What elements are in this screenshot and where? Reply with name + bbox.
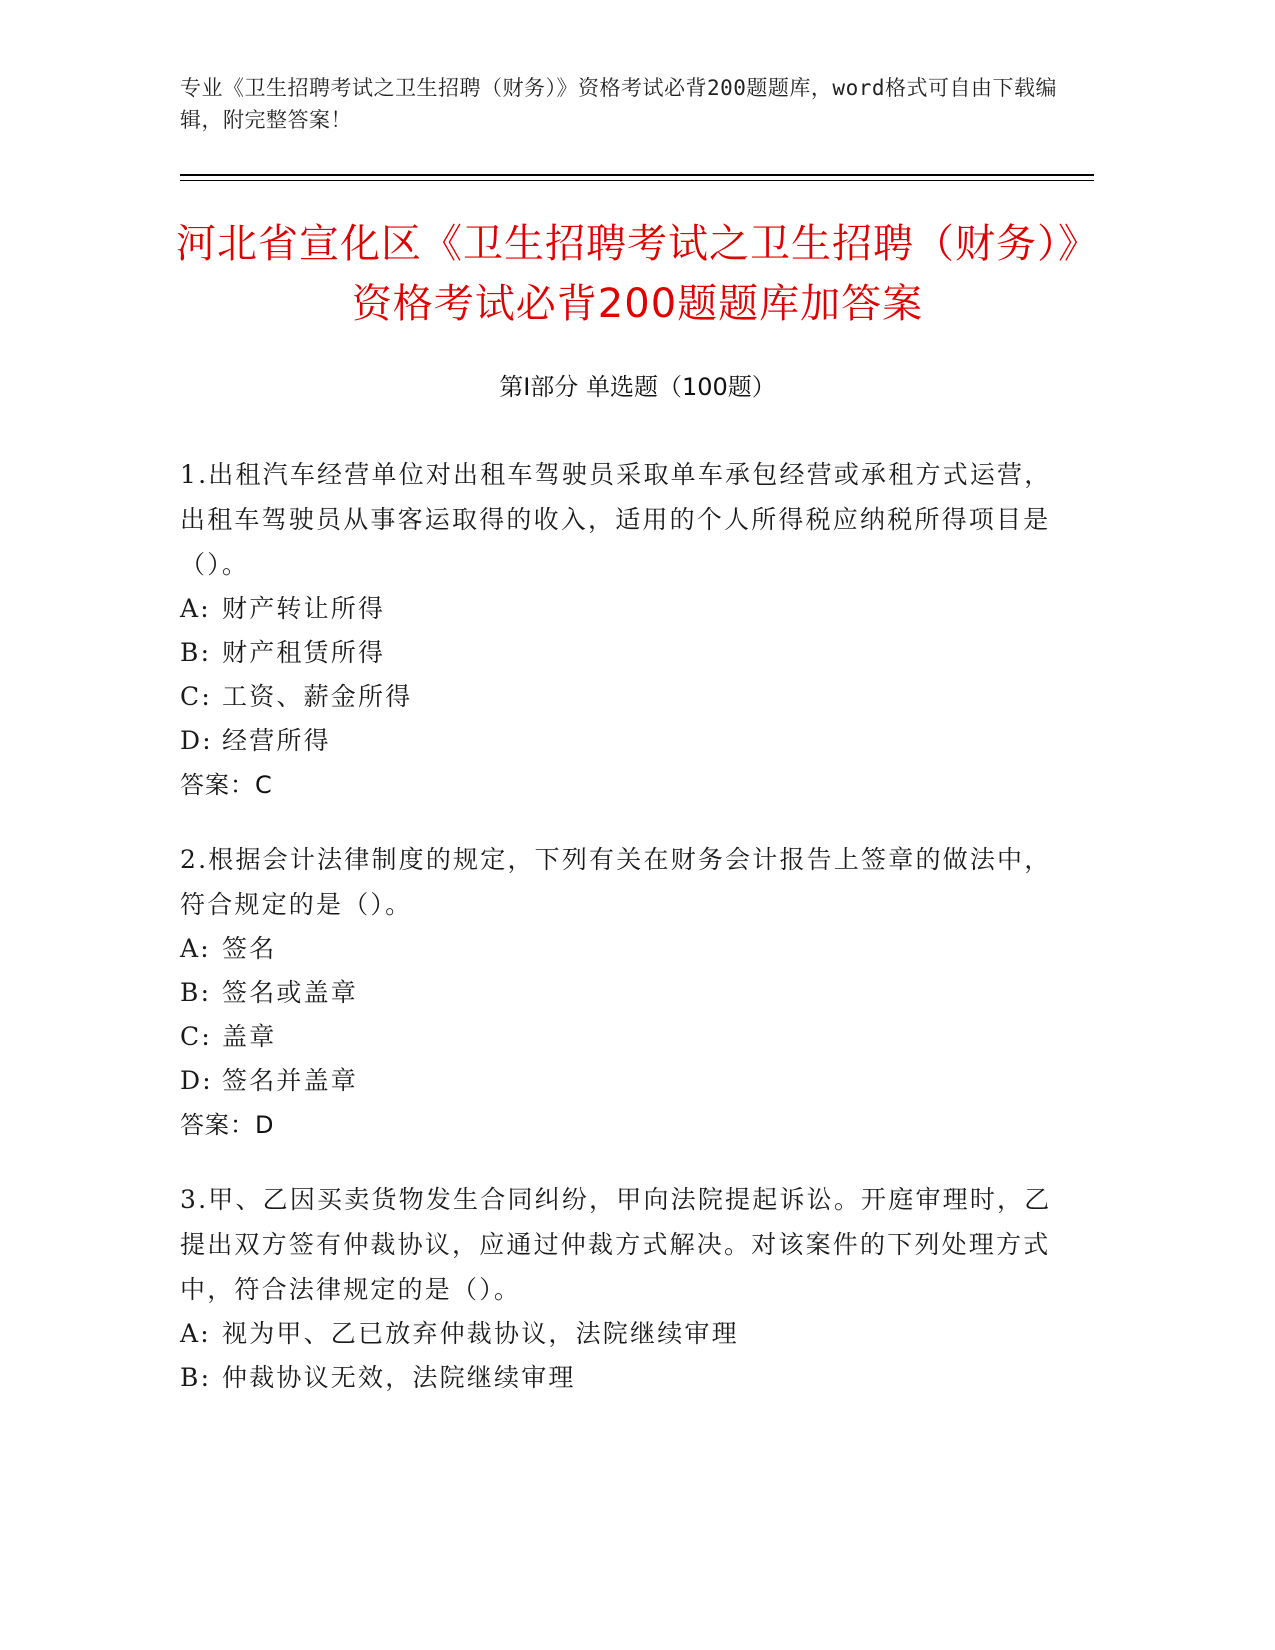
option-a bbox=[180, 1312, 1060, 1356]
option-a bbox=[180, 587, 1060, 631]
option-d bbox=[180, 719, 1060, 763]
header-divider bbox=[180, 174, 1094, 176]
option-c bbox=[180, 1015, 1060, 1059]
option-letter: C: bbox=[180, 1022, 212, 1051]
question-stem: 3.甲、乙因买卖货物发生合同纠纷，甲向法院提起诉讼。开庭审理时，乙提出双方签有仲裁协议，应通过仲裁方式解决。对该案件的下列处理方式中，符合法律规定的是（）。 bbox=[180, 1185, 1052, 1304]
option-letter: B: bbox=[180, 978, 212, 1007]
option-text: 签名并盖章 bbox=[222, 1066, 359, 1095]
option-text: 视为甲、乙已放弃仲裁协议，法院继续审理 bbox=[222, 1319, 739, 1348]
header-note: 专业《卫生招聘考试之卫生招聘（财务）》资格考试必背200题题库，word格式可自由下载编辑，附完整答案！ bbox=[180, 76, 1057, 132]
option-text: 盖章 bbox=[222, 1022, 277, 1051]
document-title: 河北省宣化区《卫生招聘考试之卫生招聘（财务）》资格考试必背200题题库加答案 bbox=[176, 221, 1099, 327]
option-text: 签名 bbox=[222, 934, 277, 963]
option-letter: A: bbox=[180, 934, 211, 963]
option-text: 仲裁协议无效，法院继续审理 bbox=[222, 1363, 576, 1392]
question-stem: 1.出租汽车经营单位对出租车驾驶员采取单车承包经营或承租方式运营，出租车驾驶员从事客运取得的收入，适用的个人所得税应纳税所得项目是（）。 bbox=[180, 460, 1052, 579]
answer-line: 答案：D bbox=[180, 1111, 275, 1139]
option-b bbox=[180, 971, 1060, 1015]
section-heading: 第Ⅰ部分 单选题（100题） bbox=[499, 373, 776, 401]
option-b bbox=[180, 1356, 1060, 1400]
question-3 bbox=[180, 1177, 1060, 1400]
option-text: 财产租赁所得 bbox=[222, 638, 386, 667]
option-letter: D: bbox=[180, 1066, 213, 1095]
question-2 bbox=[180, 837, 1060, 1147]
option-d bbox=[180, 1059, 1060, 1103]
answer-line: 答案：C bbox=[180, 771, 273, 799]
option-a bbox=[180, 927, 1060, 971]
option-letter: A: bbox=[180, 1319, 211, 1348]
question-1 bbox=[180, 452, 1060, 807]
option-letter: C: bbox=[180, 682, 212, 711]
option-text: 签名或盖章 bbox=[222, 978, 359, 1007]
option-text: 财产转让所得 bbox=[222, 594, 386, 623]
question-stem: 2.根据会计法律制度的规定，下列有关在财务会计报告上签章的做法中，符合规定的是（）。 bbox=[180, 845, 1052, 919]
option-letter: B: bbox=[180, 638, 212, 667]
option-text: 工资、薪金所得 bbox=[222, 682, 413, 711]
option-text: 经营所得 bbox=[222, 726, 331, 755]
option-letter: D: bbox=[180, 726, 213, 755]
question-list bbox=[180, 452, 1060, 1430]
option-b bbox=[180, 631, 1060, 675]
header-divider-thin bbox=[180, 180, 1094, 181]
option-letter: B: bbox=[180, 1363, 212, 1392]
option-letter: A: bbox=[180, 594, 211, 623]
option-c bbox=[180, 675, 1060, 719]
